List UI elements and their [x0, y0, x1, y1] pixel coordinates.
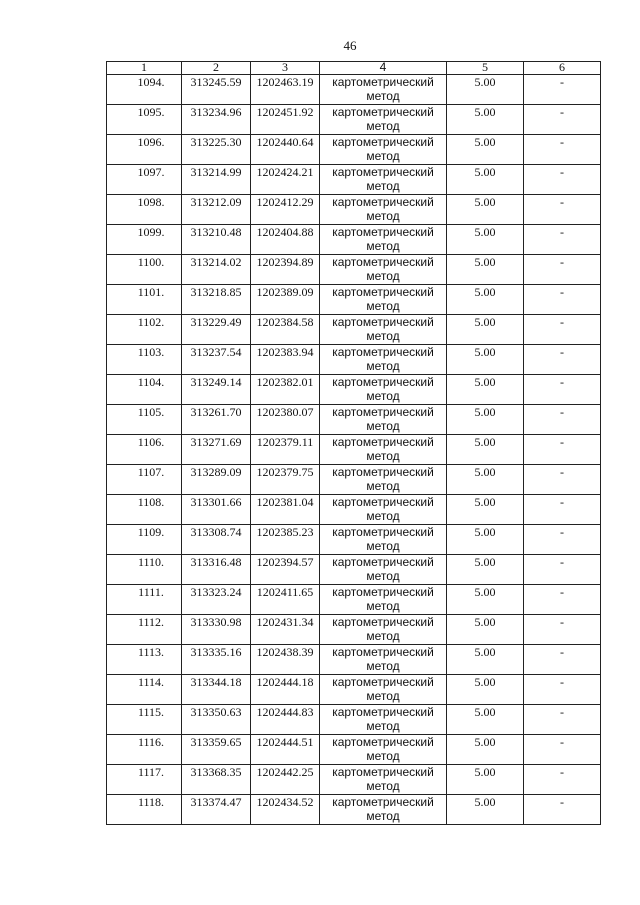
- y-coordinate-cell: 1202381.04: [251, 495, 320, 525]
- method-cell: [320, 255, 447, 285]
- x-coordinate-cell: 313245.59: [182, 75, 251, 105]
- description-cell: -: [524, 525, 601, 555]
- y-coordinate-cell: 1202411.65: [251, 585, 320, 615]
- method-line-1: картометрический: [332, 645, 434, 659]
- description-cell: -: [524, 225, 601, 255]
- method-cell: [320, 75, 447, 105]
- method-cell: [320, 345, 447, 375]
- y-coordinate-cell: 1202463.19: [251, 75, 320, 105]
- x-coordinate-cell: 313350.63: [182, 705, 251, 735]
- y-coordinate-cell: 1202444.83: [251, 705, 320, 735]
- point-number-cell: [107, 285, 182, 315]
- method-cell: [320, 705, 447, 735]
- y-coordinate-cell: 1202394.57: [251, 555, 320, 585]
- y-coordinate-cell: 1202379.75: [251, 465, 320, 495]
- method-line-2: метод: [366, 359, 400, 373]
- table-body: [107, 75, 601, 825]
- x-coordinate-cell: 313212.09: [182, 195, 251, 225]
- method-line-2: метод: [366, 569, 400, 583]
- method-line-1: картометрический: [332, 765, 434, 779]
- point-number-cell: [107, 735, 182, 765]
- table-row: [107, 225, 601, 255]
- y-coordinate-cell: 1202424.21: [251, 165, 320, 195]
- point-number-cell: [107, 465, 182, 495]
- x-coordinate-cell: 313229.49: [182, 315, 251, 345]
- method-line-2: метод: [366, 419, 400, 433]
- x-coordinate-cell: 313330.98: [182, 615, 251, 645]
- description-cell: -: [524, 105, 601, 135]
- table-row: [107, 795, 601, 825]
- method-cell: [320, 795, 447, 825]
- column-header-5: 5: [447, 62, 524, 75]
- method-cell: [320, 165, 447, 195]
- method-cell: [320, 585, 447, 615]
- method-line-2: метод: [366, 449, 400, 463]
- point-number-cell: [107, 105, 182, 135]
- method-line-1: картометрический: [332, 795, 434, 809]
- method-cell: [320, 525, 447, 555]
- point-number-cell: [107, 375, 182, 405]
- method-line-1: картометрический: [332, 615, 434, 629]
- description-cell: -: [524, 765, 601, 795]
- method-cell: [320, 285, 447, 315]
- method-line-2: метод: [366, 179, 400, 193]
- method-line-1: картометрический: [332, 285, 434, 299]
- error-cell: 5.00: [447, 165, 524, 195]
- description-cell: -: [524, 585, 601, 615]
- y-coordinate-cell: 1202384.58: [251, 315, 320, 345]
- y-coordinate-cell: 1202385.23: [251, 525, 320, 555]
- point-number-cell: [107, 165, 182, 195]
- error-cell: 5.00: [447, 795, 524, 825]
- point-number-cell: [107, 75, 182, 105]
- point-number-text: 1111.: [138, 585, 164, 599]
- description-cell: -: [524, 165, 601, 195]
- error-cell: 5.00: [447, 285, 524, 315]
- y-coordinate-cell: 1202389.09: [251, 285, 320, 315]
- method-line-1: картометрический: [332, 525, 434, 539]
- point-number-text: 1104.: [137, 375, 165, 389]
- table-row: [107, 765, 601, 795]
- method-line-1: картометрический: [332, 435, 434, 449]
- error-cell: 5.00: [447, 345, 524, 375]
- table-row: [107, 495, 601, 525]
- point-number-cell: [107, 225, 182, 255]
- point-number-text: 1113.: [137, 645, 165, 659]
- x-coordinate-cell: 313271.69: [182, 435, 251, 465]
- description-cell: -: [524, 405, 601, 435]
- table-row: [107, 555, 601, 585]
- y-coordinate-cell: 1202383.94: [251, 345, 320, 375]
- method-line-1: картометрический: [332, 135, 434, 149]
- point-number-text: 1118.: [137, 795, 165, 809]
- x-coordinate-cell: 313261.70: [182, 405, 251, 435]
- method-cell: [320, 135, 447, 165]
- point-number-text: 1098.: [137, 195, 165, 209]
- point-number-text: 1112.: [137, 615, 165, 629]
- y-coordinate-cell: 1202382.01: [251, 375, 320, 405]
- x-coordinate-cell: 313344.18: [182, 675, 251, 705]
- method-cell: [320, 405, 447, 435]
- coordinates-table: [106, 61, 601, 825]
- y-coordinate-cell: 1202404.88: [251, 225, 320, 255]
- table-row: [107, 645, 601, 675]
- point-number-text: 1106.: [137, 435, 165, 449]
- point-number-text: 1097.: [137, 165, 165, 179]
- point-number-text: 1100.: [137, 255, 165, 269]
- method-cell: [320, 435, 447, 465]
- method-cell: [320, 195, 447, 225]
- table-row: [107, 435, 601, 465]
- table-row: [107, 75, 601, 105]
- point-number-cell: [107, 405, 182, 435]
- column-header-6: 6: [524, 62, 601, 75]
- method-line-1: картометрический: [332, 405, 434, 419]
- method-cell: [320, 375, 447, 405]
- point-number-text: 1105.: [137, 405, 165, 419]
- x-coordinate-cell: 313234.96: [182, 105, 251, 135]
- error-cell: 5.00: [447, 405, 524, 435]
- point-number-cell: [107, 135, 182, 165]
- method-line-1: картометрический: [332, 255, 434, 269]
- method-line-2: метод: [366, 479, 400, 493]
- y-coordinate-cell: 1202444.18: [251, 675, 320, 705]
- point-number-cell: [107, 525, 182, 555]
- point-number-cell: [107, 555, 182, 585]
- method-line-2: метод: [366, 689, 400, 703]
- method-line-2: метод: [366, 209, 400, 223]
- point-number-text: 1115.: [137, 705, 165, 719]
- point-number-cell: [107, 615, 182, 645]
- description-cell: -: [524, 75, 601, 105]
- error-cell: 5.00: [447, 255, 524, 285]
- point-number-cell: [107, 765, 182, 795]
- method-line-1: картометрический: [332, 735, 434, 749]
- table-row: [107, 405, 601, 435]
- description-cell: -: [524, 465, 601, 495]
- method-cell: [320, 465, 447, 495]
- description-cell: -: [524, 435, 601, 465]
- point-number-text: 1099.: [137, 225, 165, 239]
- y-coordinate-cell: 1202380.07: [251, 405, 320, 435]
- point-number-cell: [107, 195, 182, 225]
- point-number-text: 1096.: [137, 135, 165, 149]
- table-row: [107, 165, 601, 195]
- method-line-1: картометрический: [332, 105, 434, 119]
- description-cell: -: [524, 285, 601, 315]
- x-coordinate-cell: 313225.30: [182, 135, 251, 165]
- method-line-2: метод: [366, 389, 400, 403]
- method-line-1: картометрический: [332, 375, 434, 389]
- point-number-text: 1116.: [137, 735, 165, 749]
- description-cell: -: [524, 795, 601, 825]
- error-cell: 5.00: [447, 195, 524, 225]
- method-cell: [320, 495, 447, 525]
- point-number-text: 1107.: [137, 465, 165, 479]
- method-line-2: метод: [366, 749, 400, 763]
- description-cell: -: [524, 675, 601, 705]
- table-row: [107, 585, 601, 615]
- description-cell: -: [524, 645, 601, 675]
- y-coordinate-cell: 1202434.52: [251, 795, 320, 825]
- x-coordinate-cell: 313214.02: [182, 255, 251, 285]
- method-line-2: метод: [366, 149, 400, 163]
- error-cell: 5.00: [447, 135, 524, 165]
- method-line-2: метод: [366, 779, 400, 793]
- method-cell: [320, 315, 447, 345]
- point-number-text: 1102.: [137, 315, 165, 329]
- y-coordinate-cell: 1202451.92: [251, 105, 320, 135]
- table-row: [107, 525, 601, 555]
- table-row: [107, 255, 601, 285]
- method-line-1: картометрический: [332, 465, 434, 479]
- point-number-text: 1101.: [137, 285, 165, 299]
- y-coordinate-cell: 1202379.11: [251, 435, 320, 465]
- x-coordinate-cell: 313214.99: [182, 165, 251, 195]
- method-line-1: картометрический: [332, 165, 434, 179]
- method-line-1: картометрический: [332, 315, 434, 329]
- table-row: [107, 705, 601, 735]
- table-row: [107, 105, 601, 135]
- point-number-text: 1094.: [137, 75, 165, 89]
- point-number-cell: [107, 255, 182, 285]
- point-number-text: 1108.: [137, 495, 165, 509]
- method-line-1: картометрический: [332, 705, 434, 719]
- page-number: 46: [343, 38, 357, 53]
- point-number-cell: [107, 675, 182, 705]
- x-coordinate-cell: 313335.16: [182, 645, 251, 675]
- method-line-2: метод: [366, 599, 400, 613]
- error-cell: 5.00: [447, 75, 524, 105]
- error-cell: 5.00: [447, 105, 524, 135]
- table-row: [107, 135, 601, 165]
- method-line-1: картометрический: [332, 345, 434, 359]
- description-cell: -: [524, 135, 601, 165]
- point-number-cell: [107, 345, 182, 375]
- method-cell: [320, 615, 447, 645]
- point-number-text: 1109.: [137, 525, 165, 539]
- table-row: [107, 285, 601, 315]
- point-number-cell: [107, 645, 182, 675]
- method-line-2: метод: [366, 659, 400, 673]
- error-cell: 5.00: [447, 615, 524, 645]
- method-line-2: метод: [366, 89, 400, 103]
- column-header-3: 3: [251, 62, 320, 75]
- method-cell: [320, 645, 447, 675]
- description-cell: -: [524, 315, 601, 345]
- method-cell: [320, 105, 447, 135]
- y-coordinate-cell: 1202444.51: [251, 735, 320, 765]
- error-cell: 5.00: [447, 675, 524, 705]
- description-cell: -: [524, 495, 601, 525]
- y-coordinate-cell: 1202394.89: [251, 255, 320, 285]
- x-coordinate-cell: 313368.35: [182, 765, 251, 795]
- point-number-cell: [107, 705, 182, 735]
- method-line-1: картометрический: [332, 675, 434, 689]
- method-line-2: метод: [366, 809, 400, 823]
- x-coordinate-cell: 313210.48: [182, 225, 251, 255]
- method-line-2: метод: [366, 719, 400, 733]
- y-coordinate-cell: 1202442.25: [251, 765, 320, 795]
- y-coordinate-cell: 1202440.64: [251, 135, 320, 165]
- description-cell: -: [524, 705, 601, 735]
- error-cell: 5.00: [447, 495, 524, 525]
- x-coordinate-cell: 313323.24: [182, 585, 251, 615]
- method-line-2: метод: [366, 269, 400, 283]
- table-row: [107, 345, 601, 375]
- point-number-text: 1117.: [137, 765, 165, 779]
- column-header-2: 2: [182, 62, 251, 75]
- x-coordinate-cell: 313237.54: [182, 345, 251, 375]
- description-cell: -: [524, 735, 601, 765]
- error-cell: 5.00: [447, 555, 524, 585]
- x-coordinate-cell: 313218.85: [182, 285, 251, 315]
- method-line-1: картометрический: [332, 555, 434, 569]
- method-cell: [320, 675, 447, 705]
- error-cell: 5.00: [447, 375, 524, 405]
- point-number-cell: [107, 585, 182, 615]
- y-coordinate-cell: 1202412.29: [251, 195, 320, 225]
- point-number-text: 1114.: [137, 675, 165, 689]
- point-number-cell: [107, 435, 182, 465]
- point-number-text: 1095.: [137, 105, 165, 119]
- table-row: [107, 735, 601, 765]
- table-row: [107, 465, 601, 495]
- x-coordinate-cell: 313301.66: [182, 495, 251, 525]
- description-cell: -: [524, 255, 601, 285]
- error-cell: 5.00: [447, 435, 524, 465]
- error-cell: 5.00: [447, 465, 524, 495]
- table-row: [107, 315, 601, 345]
- table-row: [107, 375, 601, 405]
- method-line-1: картометрический: [332, 75, 434, 89]
- description-cell: -: [524, 375, 601, 405]
- method-line-1: картометрический: [332, 225, 434, 239]
- description-cell: -: [524, 555, 601, 585]
- table-row: [107, 615, 601, 645]
- method-line-2: метод: [366, 509, 400, 523]
- error-cell: 5.00: [447, 585, 524, 615]
- method-line-1: картометрический: [332, 585, 434, 599]
- method-line-2: метод: [366, 329, 400, 343]
- method-cell: [320, 735, 447, 765]
- method-line-2: метод: [366, 239, 400, 253]
- method-line-1: картометрический: [332, 495, 434, 509]
- table-row: [107, 675, 601, 705]
- table-row: [107, 195, 601, 225]
- method-line-2: метод: [366, 539, 400, 553]
- error-cell: 5.00: [447, 705, 524, 735]
- table-header-row: [107, 62, 601, 75]
- error-cell: 5.00: [447, 225, 524, 255]
- x-coordinate-cell: 313249.14: [182, 375, 251, 405]
- y-coordinate-cell: 1202438.39: [251, 645, 320, 675]
- method-line-2: метод: [366, 119, 400, 133]
- point-number-text: 1103.: [137, 345, 165, 359]
- description-cell: -: [524, 345, 601, 375]
- error-cell: 5.00: [447, 645, 524, 675]
- method-cell: [320, 765, 447, 795]
- method-line-1: картометрический: [332, 195, 434, 209]
- description-cell: -: [524, 615, 601, 645]
- method-line-2: метод: [366, 299, 400, 313]
- method-line-2: метод: [366, 629, 400, 643]
- x-coordinate-cell: 313308.74: [182, 525, 251, 555]
- error-cell: 5.00: [447, 315, 524, 345]
- column-header-1: 1: [107, 62, 182, 75]
- x-coordinate-cell: 313289.09: [182, 465, 251, 495]
- point-number-cell: [107, 495, 182, 525]
- description-cell: -: [524, 195, 601, 225]
- x-coordinate-cell: 313374.47: [182, 795, 251, 825]
- column-header-4: 4: [320, 62, 447, 75]
- method-cell: [320, 555, 447, 585]
- point-number-cell: [107, 315, 182, 345]
- point-number-text: 1110.: [137, 555, 165, 569]
- method-cell: [320, 225, 447, 255]
- x-coordinate-cell: 313359.65: [182, 735, 251, 765]
- y-coordinate-cell: 1202431.34: [251, 615, 320, 645]
- error-cell: 5.00: [447, 765, 524, 795]
- error-cell: 5.00: [447, 525, 524, 555]
- error-cell: 5.00: [447, 735, 524, 765]
- x-coordinate-cell: 313316.48: [182, 555, 251, 585]
- point-number-cell: [107, 795, 182, 825]
